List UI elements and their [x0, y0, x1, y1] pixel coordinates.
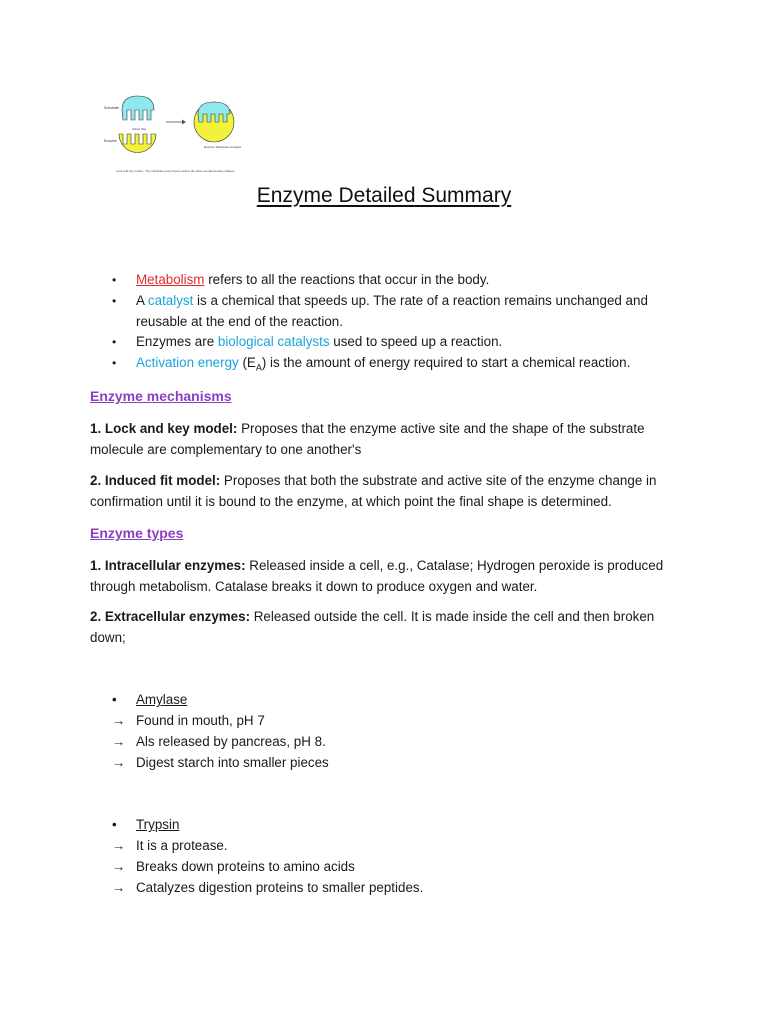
list-item: [112, 752, 632, 773]
text-extracellular: Released outside the cell. It is made inside the cell and then broken down;: [90, 609, 655, 645]
trypsin-point: Catalyzes digestion proteins to smaller peptides.: [136, 880, 424, 895]
amylase-list: [112, 689, 632, 773]
list-item: [112, 835, 632, 856]
bullet-prefix: A: [136, 292, 148, 308]
heading-enzyme-mechanisms: Enzyme mechanisms: [90, 388, 232, 404]
bullet-activation-energy: [112, 353, 672, 378]
bullet-dot: •: [112, 335, 117, 350]
lock-and-key-illustration: [102, 92, 244, 178]
list-item: [112, 710, 632, 731]
bullet-biological-catalysts: [112, 332, 672, 353]
text-intracellular: Released inside a cell, e.g., Catalase; Hydrogen peroxide is produced through metabolism. Catalase breaks it down to produce oxygen and water.: [90, 558, 664, 594]
amylase-point: Found in mouth, pH 7: [136, 713, 265, 728]
amylase-name: Amylase: [136, 692, 188, 707]
bullet-prefix: Enzymes are: [136, 334, 218, 350]
intro-bullet-list: [112, 270, 672, 379]
label-induced-fit: 2. Induced fit model:: [90, 473, 221, 488]
term-catalyst: catalyst: [147, 292, 194, 308]
trypsin-point: Breaks down proteins to amino acids: [136, 859, 355, 874]
arrow-icon: →: [112, 880, 126, 895]
bullet-catalyst: [112, 291, 672, 333]
trypsin-list: [112, 814, 632, 898]
lock-and-key-diagram: [102, 92, 244, 178]
label-extracellular: 2. Extracellular enzymes:: [90, 609, 251, 624]
list-item: [112, 731, 632, 752]
bullet-metabolism: [112, 270, 672, 291]
term-biological-catalysts: biological catalysts: [217, 334, 330, 350]
bullet-text: refers to all the reactions that occur in the body.: [204, 272, 490, 287]
enzyme-shape: [119, 134, 156, 153]
substrate-shape: [122, 96, 154, 120]
term-metabolism: Metabolism: [136, 272, 205, 287]
page-title: Enzyme Detailed Summary: [256, 184, 512, 207]
subscript-a: A: [255, 362, 262, 373]
list-item: [112, 877, 632, 898]
paragraph-lock-and-key: [90, 418, 680, 460]
active-site-label: Active Site: [132, 127, 147, 131]
trypsin-point: It is a protease.: [136, 838, 228, 853]
bullet-dot: •: [112, 692, 117, 707]
list-item-trypsin: [112, 814, 632, 835]
text-induced-fit: Proposes that both the substrate and active site of the enzyme change in confirmation until it is bound to the enzyme, at which point the final shape is determined.: [90, 473, 657, 509]
complex-label: Enzyme Substrate Complex: [204, 145, 242, 149]
substrate-label: Substrate: [104, 106, 119, 110]
bullet-mid: (E: [238, 355, 256, 371]
paragraph-induced-fit: [90, 470, 680, 512]
bullet-dot: •: [112, 293, 117, 308]
bullet-dot: •: [112, 273, 117, 287]
term-activation-energy: Activation energy: [136, 355, 239, 371]
trypsin-name: Trypsin: [136, 817, 180, 832]
paragraph-extracellular: [90, 606, 680, 648]
arrow-icon: →: [112, 755, 126, 770]
bullet-text: used to speed up a reaction.: [329, 334, 503, 350]
bullet-text: is a chemical that speeds up. The rate of a reaction remains unchanged and reusable at the end of the reaction.: [136, 292, 648, 329]
arrow-icon: →: [112, 734, 126, 749]
arrow-icon: →: [112, 713, 126, 728]
amylase-point: Digest starch into smaller pieces: [136, 755, 329, 770]
amylase-point: Als released by pancreas, pH 8.: [136, 734, 326, 749]
label-intracellular: 1. Intracellular enzymes:: [90, 558, 246, 573]
paragraph-intracellular: [90, 555, 680, 597]
enzyme-label: Enzyme: [104, 139, 117, 143]
arrow-icon: →: [112, 859, 126, 874]
diagram-caption: Lock and key model - The substrate and enzyme active site have complementary shapes: [116, 169, 235, 173]
bullet-dot: •: [112, 817, 117, 832]
text-lock-and-key: Proposes that the enzyme active site and the shape of the substrate molecule are complementary to one another's: [90, 421, 645, 457]
list-item: [112, 856, 632, 877]
heading-enzyme-types: Enzyme types: [90, 525, 184, 541]
bullet-dot: •: [112, 356, 117, 371]
list-item-amylase: [112, 689, 632, 710]
label-lock-and-key: 1. Lock and key model:: [90, 421, 238, 436]
arrow-icon: →: [112, 838, 126, 853]
bullet-text: ) is the amount of energy required to start a chemical reaction.: [261, 355, 631, 371]
